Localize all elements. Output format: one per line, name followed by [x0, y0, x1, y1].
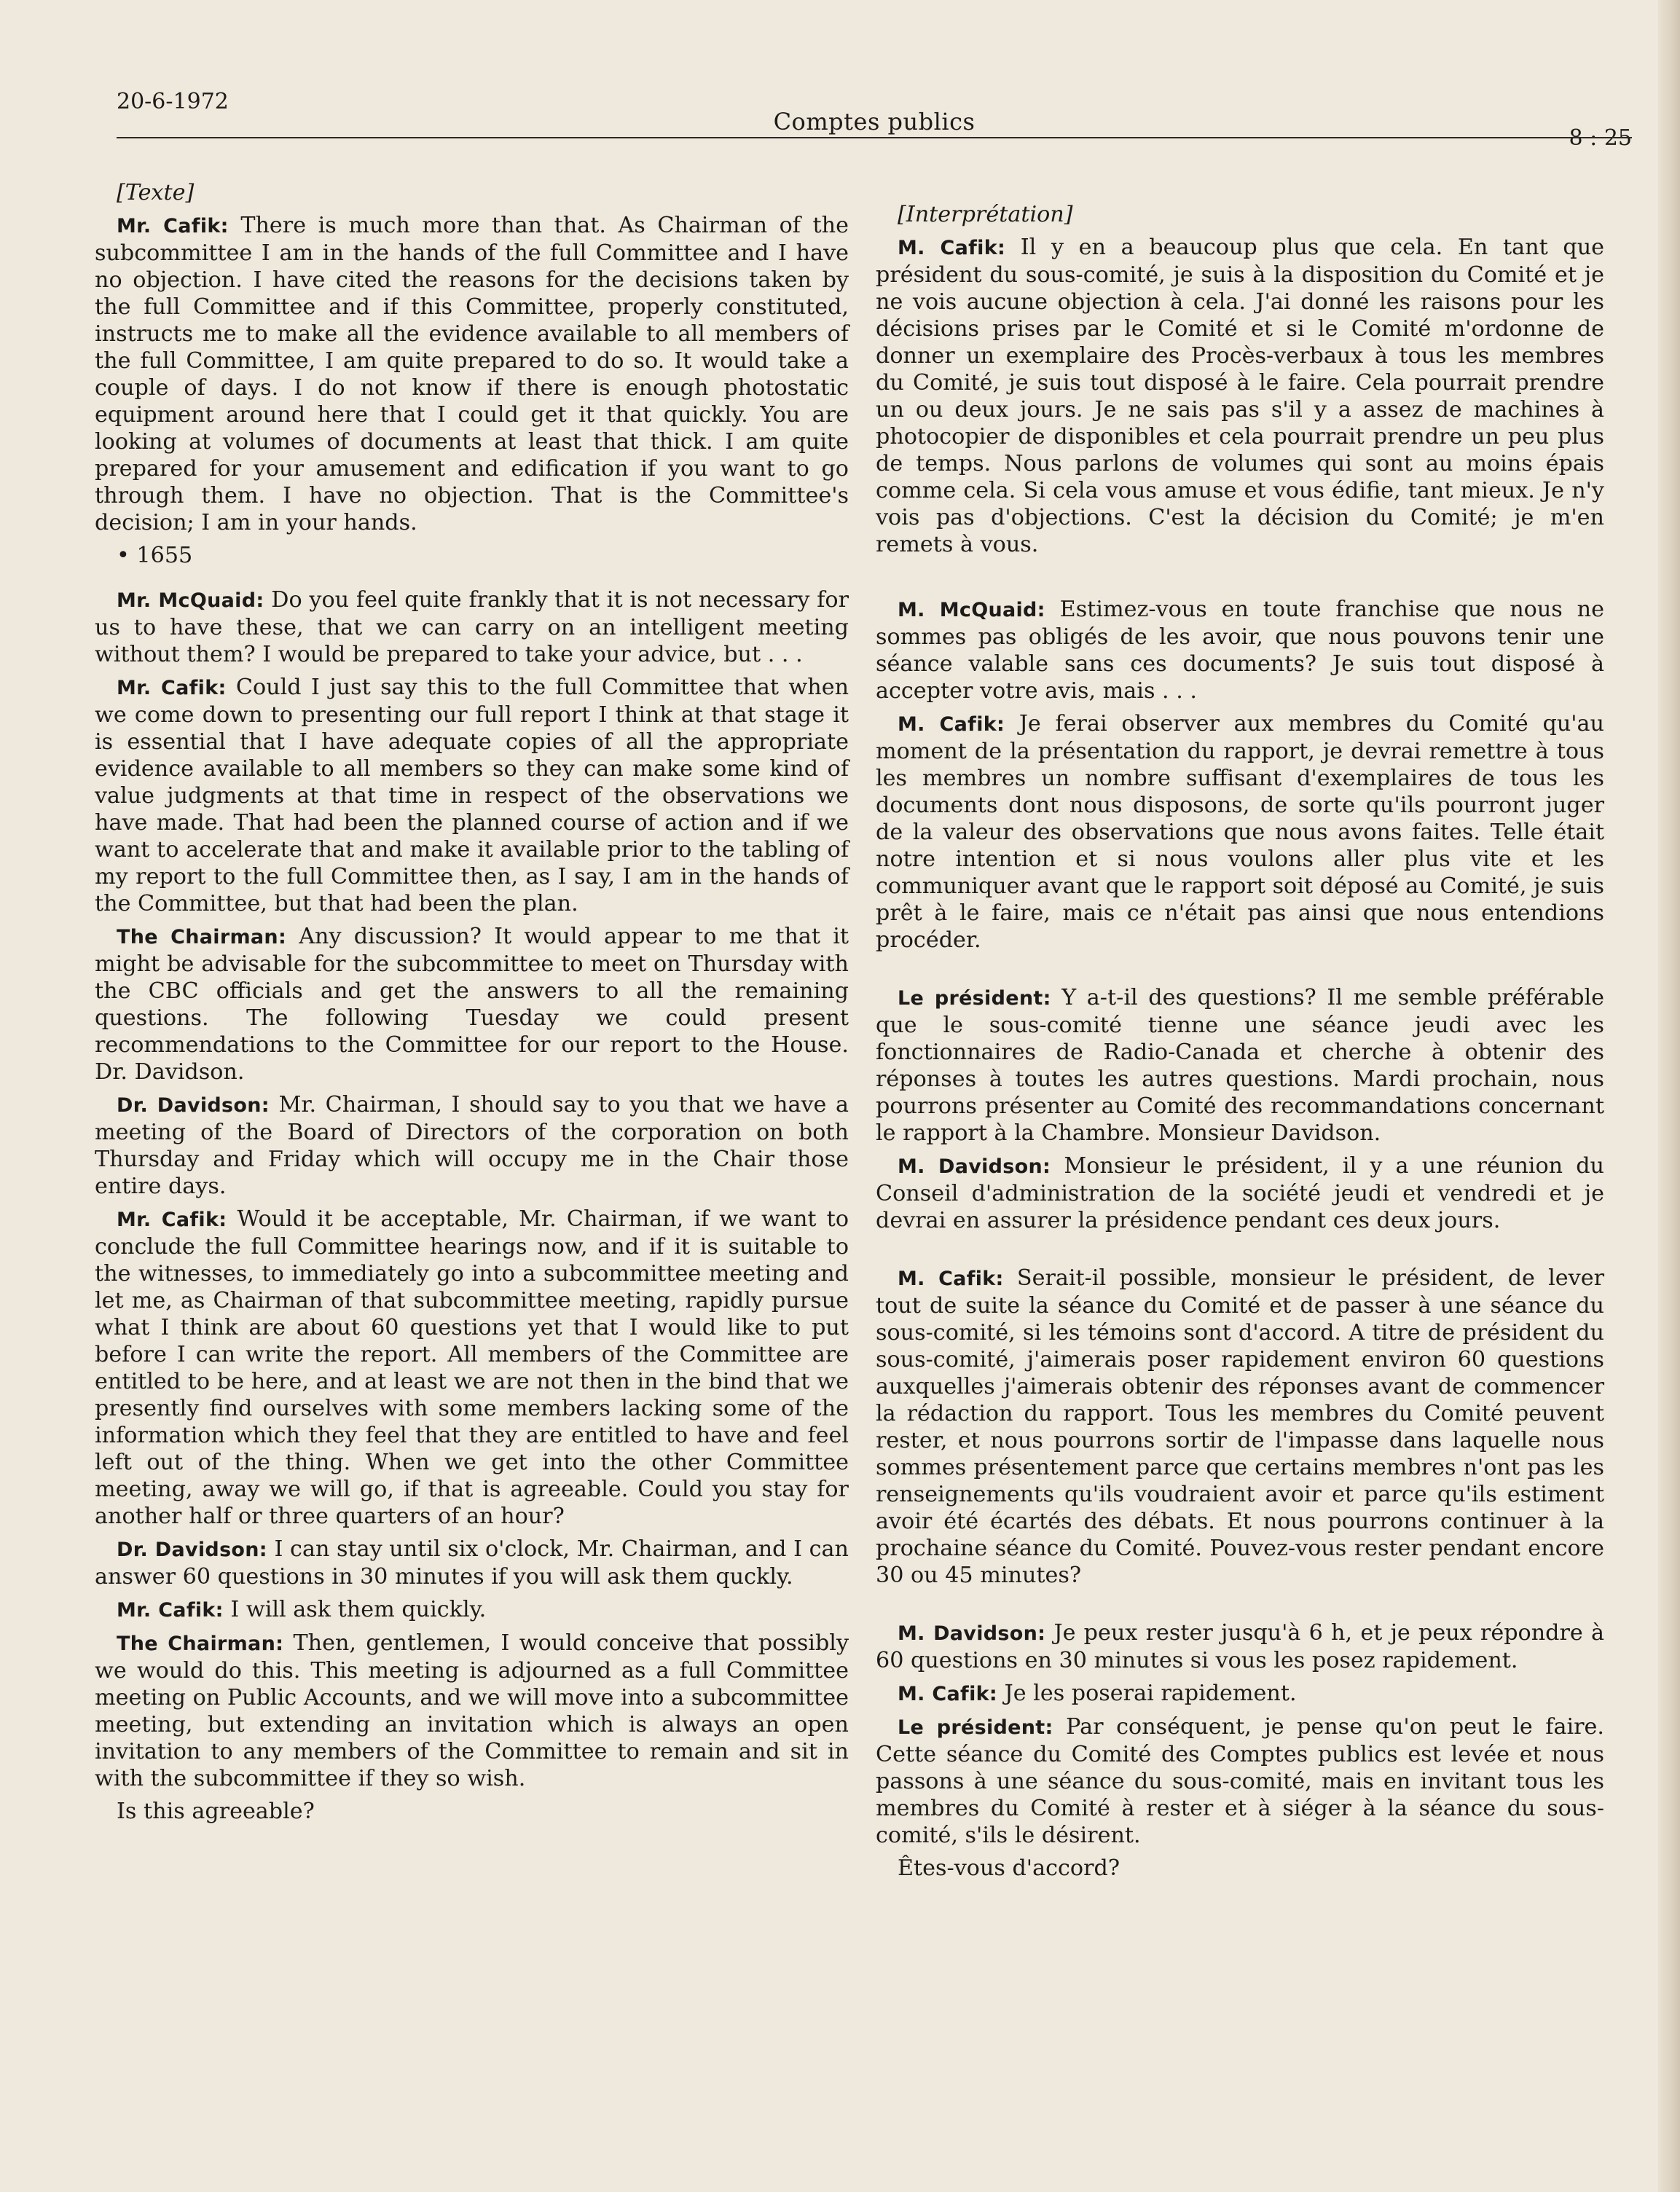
paragraph [876, 1265, 1604, 1589]
paragraph [876, 1713, 1604, 1849]
speech: Y a-t-il des questions? Il me semble préférable que le sous-comité tienne une séance jeudi avec les fonctionnaires de Radio-Canada et cherche à obtenir des réponses à toutes les autres questions. Mardi prochain, nous pourrons présenter au Comité des recommandations concernant le rapport à la Chambre. Monsieur Davidson. [876, 985, 1604, 1146]
header-page-number: 8 : 25 [1569, 125, 1632, 151]
paragraph [95, 1596, 849, 1624]
speaker: Dr. Davidson: [117, 1539, 267, 1561]
speech: Estimez-vous en toute franchise que nous ne sommes pas obligés de les avoir, que nous pouvons tenir une séance valable sans ces documents? Je suis tout disposé à accepter votre avis, mais . . . [876, 597, 1604, 704]
paragraph [95, 212, 849, 536]
speaker: Mr. Cafik: [117, 677, 227, 699]
speech: Do you feel quite frankly that it is not necessary for us to have these, that we can carry on an intelligent meeting without them? I would be prepared to take your advice, but . . . [95, 587, 849, 667]
text-tag: [Texte] [117, 180, 195, 205]
speaker: M. McQuaid: [898, 599, 1045, 621]
speaker: M. Davidson: [898, 1155, 1051, 1178]
speaker: Dr. Davidson: [117, 1094, 270, 1117]
speech: Par conséquent, je pense qu'on peut le faire. Cette séance du Comité des Comptes publics est levée et nous passons à une séance du sous-comité, mais en invitant tous les membres du Comité à rester et à siéger à la séance du sous-comité, s'ils le désirent. [876, 1714, 1604, 1848]
paragraph [876, 1619, 1604, 1674]
paragraph [95, 1630, 849, 1792]
speaker: Mr. Cafik: [117, 1209, 227, 1231]
speech: Any discussion? It would appear to me that it might be advisable for the subcommittee to meet on Thursday with the CBC officials and get the answers to all the remaining questions. The following Tuesday we could present recommendations to the Committee for our report to the House. Dr. Davidson. [95, 924, 849, 1085]
header-rule [117, 137, 1632, 138]
speech: Je ferai observer aux membres du Comité qu'au moment de la présentation du rapport, je devrai remettre à tous les membres un nombre suffisant d'exemplaires de tous les documents dont nous disposons, de sorte qu'ils pourront juger de la valeur des observations que nous avons faites. Telle était notre intention et si nous voulons aller plus vite et les communiquer avant que le rapport soit déposé au Comité, je suis prêt à le faire, mais ce n'était pas ainsi que nous entendions procéder. [876, 711, 1604, 953]
paragraph [876, 1680, 1604, 1708]
page-edge [1658, 0, 1680, 2192]
french-column [876, 179, 1604, 1887]
paragraph [95, 586, 849, 668]
speaker: Le président: [898, 987, 1051, 1010]
speaker: M. Cafik: [898, 1683, 998, 1705]
speaker: Mr. Cafik: [117, 1599, 224, 1622]
speaker: M. Davidson: [898, 1622, 1046, 1645]
paragraph [876, 234, 1604, 558]
speech: Serait-il possible, monsieur le président, de lever tout de suite la séance du Comité et de passer à une séance du sous-comité, si les témoins sont d'accord. A titre de président du sous-comité, j'aimerais poser rapidement environ 60 questions auxquelles j'aimerais obtenir des réponses avant de commencer la rédaction du rapport. Tous les membres du Comité peuvent rester, et nous pourrons sortir de l'impasse dans laquelle nous sommes présentement parce que certains membres n'ont pas les renseignements qu'ils voudraient avoir et parce qu'ils estiment avoir été écartés des débats. Et nous pourrons continuer à la prochaine séance du Comité. Pouvez-vous rester pendant encore 30 ou 45 minutes? [876, 1265, 1605, 1588]
paragraph [876, 1152, 1604, 1234]
speech: There is much more than that. As Chairman of the subcommittee I am in the hands of the full Committee and I have no objection. I have cited the reasons for the decisions taken by the full Committee and if this Committee, properly constituted, instructs me to make all the evidence available to all members of the full Committee, I am quite prepared to do so. It would take a couple of days. I do not know if there is enough photostatic equipment around here that I could get it that quickly. You are looking at volumes of documents at least that thick. I am quite prepared for your amusement and edification if you want to go through them. I have no objection. That is the Committee's decision; I am in your hands. [95, 213, 849, 535]
page-header [117, 0, 1632, 153]
paragraph [95, 1206, 849, 1530]
paragraph [95, 1536, 849, 1590]
interpretation-tag: [Interprétation] [898, 202, 1073, 227]
speaker: The Chairman: [117, 1633, 284, 1655]
speech: Then, gentlemen, I would conceive that possibly we would do this. This meeting is adjourned as a full Committee meeting on Public Accounts, and we will move into a subcommittee meeting, but extending an invitation which is always an open invitation to any members of the Committee to remain and sit in with the subcommittee if they so wish. [95, 1630, 849, 1791]
speech: Could I just say this to the full Committee that when we come down to presenting our full report I think at that stage it is essential that I have adequate copies of all the appropriate evidence available to all members so they can make some kind of value judgments at that time in respect of the observations we have made. That had been the planned course of action and if we want to accelerate that and make it available prior to the tabling of my report to the full Committee then, as I say, I am in the hands of the Committee, but that had been the plan. [95, 675, 849, 916]
speaker: Mr. Cafik: [117, 215, 229, 237]
speaker: M. Cafik: [898, 237, 1006, 259]
header-date: 20-6-1972 [117, 89, 229, 114]
paragraph [95, 923, 849, 1085]
speech: I will ask them quickly. [223, 1597, 487, 1622]
speech: Mr. Chairman, I should say to you that we have a meeting of the Board of Directors of the corporation on both Thursday and Friday which will occupy me in the Chair those entire days. [95, 1092, 849, 1199]
speaker: M. Cafik: [898, 713, 1005, 736]
paragraph [876, 596, 1604, 704]
speaker: M. Cafik: [898, 1268, 1004, 1290]
paragraph [876, 984, 1604, 1147]
speech: Il y en a beaucoup plus que cela. En tant que président du sous-comité, je suis à la disposition du Comité et je ne vois aucune objection à cela. J'ai donné les raisons pour les décisions prises par le Comité et si le Comité m'ordonne de donner un exemplaire des Procès-verbaux à tous les membres du Comité, je suis tout disposé à le faire. Cela pourrait prendre un ou deux jours. Je ne sais pas s'il y a assez de machines à photocopier de disponibles et cela pourrait prendre un peu plus de temps. Nous parlons de volumes qui sont au moins épais comme cela. Si cela vous amuse et vous édifie, tant mieux. Je n'y vois pas d'objections. C'est la décision du Comité; je m'en remets à vous. [876, 235, 1605, 557]
speech: Monsieur le président, il y a une réunion du Conseil d'administration de la société jeudi et vendredi et je devrai en assurer la présidence pendant ces deux jours. [876, 1153, 1605, 1233]
speech: Je peux rester jusqu'à 6 h, et je peux répondre à 60 questions en 30 minutes si vous les posez rapidement. [876, 1620, 1605, 1673]
speaker: Mr. McQuaid: [117, 589, 264, 612]
paragraph: Êtes-vous d'accord? [898, 1855, 1120, 1881]
speech: I can stay until six o'clock, Mr. Chairman, and I can answer 60 questions in 30 minutes if you will ask them quckly. [95, 1536, 849, 1590]
speaker: The Chairman: [117, 926, 287, 948]
time-marker: • 1655 [117, 543, 193, 568]
paragraph [876, 710, 1604, 954]
speaker: Le président: [898, 1716, 1053, 1739]
paragraph [95, 674, 849, 917]
speech: Would it be acceptable, Mr. Chairman, if we want to conclude the full Committee hearings now, and if it is suitable to the witnesses, to immediately go into a subcommittee meeting and let me, as Chairman of that subcommittee meeting, rapidly pursue what I think are about 60 questions yet that I would like to put before I can write the report. All members of the Committee are entitled to be here, and at least we are not then in the bind that we presently find ourselves with some members lacking some of the information which they feel that they are entitled to have and feel left out of the thing. When we get into the other Committee meeting, away we will go, if that is agreeable. Could you stay for another half or three quarters of an hour? [95, 1206, 849, 1529]
speech: Je les poserai rapidement. [997, 1681, 1297, 1706]
header-title: Comptes publics [773, 108, 976, 135]
paragraph: Is this agreeable? [117, 1799, 315, 1824]
english-column [95, 179, 849, 1831]
paragraph [95, 1091, 849, 1200]
